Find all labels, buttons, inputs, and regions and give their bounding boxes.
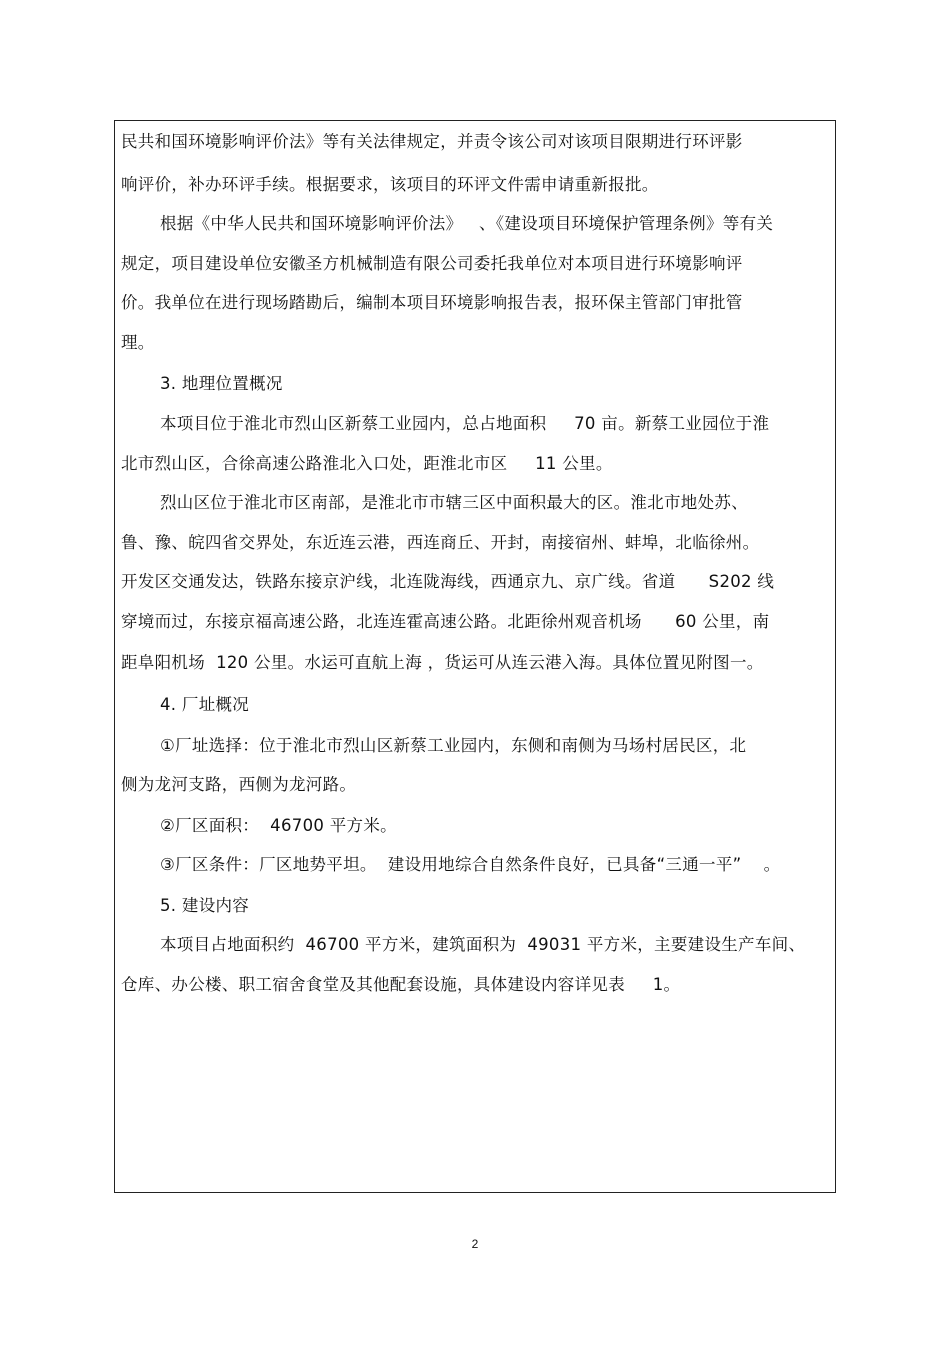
- text-line: 北市烈山区，合徐高速公路淮北入口处，距淮北市区 11 公里。: [121, 454, 613, 473]
- text-line: 价。我单位在进行现场踏勘后，编制本项目环境影响报告表，报环保主管部门审批管: [121, 293, 743, 312]
- text-line: 响评价，补办环评手续。根据要求，该项目的环评文件需申请重新报批。: [121, 175, 659, 194]
- text-line: 根据《中华人民共和国环境影响评价法》 、《建设项目环境保护管理条例》等有关: [160, 214, 774, 233]
- text-line: 鲁、豫、皖四省交界处，东近连云港，西连商丘、开封，南接宿州、蚌埠，北临徐州。: [121, 533, 760, 552]
- text-line: 穿境而过，东接京福高速公路，北连连霍高速公路。北距徐州观音机场 60 公里，南: [121, 612, 770, 631]
- section-heading: 4. 厂址概况: [160, 695, 250, 714]
- section-heading: 5. 建设内容: [160, 896, 250, 915]
- text-line: 烈山区位于淮北市区南部，是淮北市市辖三区中面积最大的区。淮北市地处苏、: [160, 493, 748, 512]
- text-line: 开发区交通发达，铁路东接京沪线，北连陇海线，西通京九、京广线。省道 S202 线: [121, 572, 775, 591]
- section-heading: 3. 地理位置概况: [160, 374, 283, 393]
- text-line: 规定，项目建设单位安徽圣方机械制造有限公司委托我单位对本项目进行环境影响评: [121, 254, 743, 273]
- text-line: 侧为龙河支路，西侧为龙河路。: [121, 775, 357, 794]
- text-line: 民共和国环境影响评价法》等有关法律规定，并责令该公司对该项目限期进行环评影: [121, 132, 743, 151]
- text-line: ①厂址选择：位于淮北市烈山区新蔡工业园内，东侧和南侧为马场村居民区，北: [160, 736, 747, 755]
- text-line: ②厂区面积： 46700 平方米。: [160, 816, 397, 835]
- text-line: 距阜阳机场 120 公里。水运可直航上海 ，货运可从连云港入海。具体位置见附图一。: [121, 653, 764, 672]
- text-line: ③厂区条件：厂区地势平坦。 建设用地综合自然条件良好，已具备“三通一平” 。: [160, 855, 781, 874]
- text-line: 本项目位于淮北市烈山区新蔡工业园内，总占地面积 70 亩。新蔡工业园位于淮: [160, 414, 770, 433]
- text-line: 理。: [121, 333, 155, 352]
- page-number: 2: [471, 1237, 479, 1251]
- text-line: 本项目占地面积约 46700 平方米，建筑面积为 49031 平方米，主要建设生产车间、: [160, 935, 806, 954]
- text-line: 仓库、办公楼、职工宿舍食堂及其他配套设施，具体建设内容详见表 1。: [121, 975, 681, 994]
